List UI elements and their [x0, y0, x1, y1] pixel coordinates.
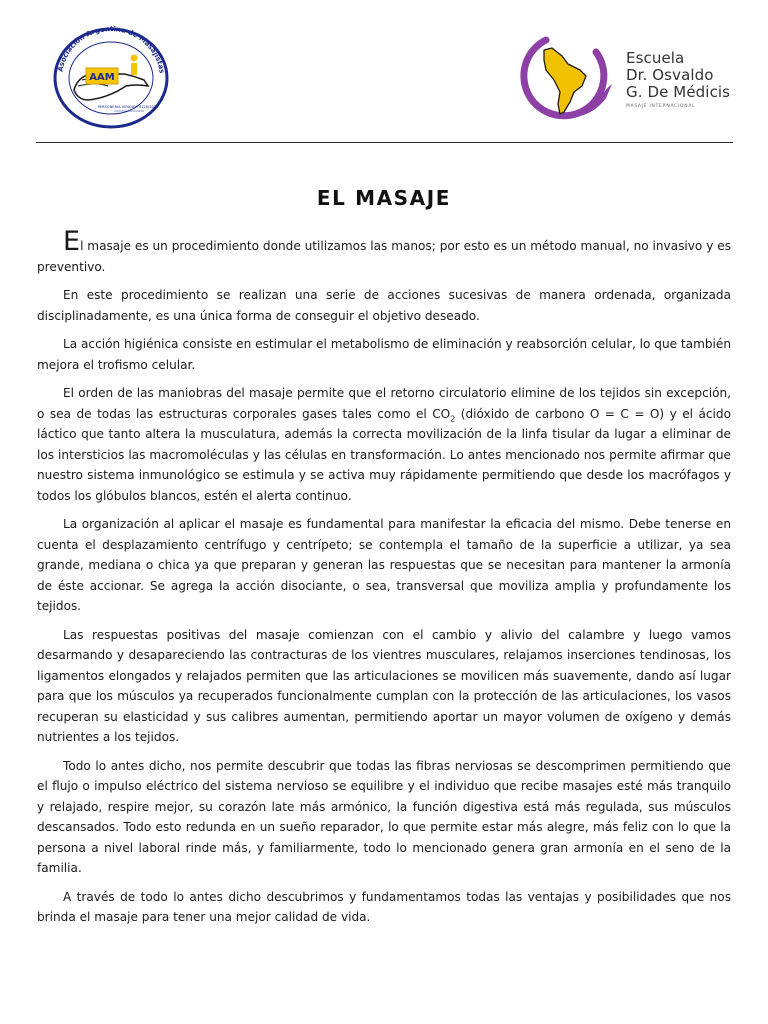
paragraph-2: En este procedimiento se realizan una serie de acciones sucesivas de manera ordenada, organizada disciplinadamente, es una única forma de conseguir el objetivo deseado.	[37, 288, 731, 323]
aam-initials: AAM	[89, 72, 115, 83]
paragraph-4-text-b: (dióxido de carbono O = C = O) y el ácido láctico que tanto altera la musculatura, además la correcta movilización de la linfa tisular da lugar a eliminar de los intersticios las macromoléculas y las células en transformación. Lo antes mencionado nos permite afirmar que nuestro sistema inmunológico se estimula y se activa muy rápidamente permitiendo que desde los macrófagos y todos los glóbulos blancos, estén el alerta continuo.	[37, 406, 731, 503]
paragraph-1	[37, 226, 731, 277]
paragraph-4	[37, 383, 731, 506]
svg-text:Asociación Argentina de Masaji	[56, 25, 165, 74]
paragraph-8: A través de todo lo antes dicho descubrimos y fundamentamos todas las ventajas y posibilidades que nos brinda el masaje para tener una mejor calidad de vida.	[37, 889, 731, 924]
paragraph-1-text: l masaje es un procedimiento donde utilizamos las manos; por esto es un método manual, no invasivo y es preventivo.	[37, 239, 731, 274]
paragraph-3: La acción higiénica consiste en estimular el metabolismo de eliminación y reabsorción celular, lo que también mejora el trofismo celular.	[37, 337, 731, 372]
school-line-1: Escuela	[626, 49, 685, 67]
co2-subscript: 2	[450, 413, 456, 423]
paragraph-5: La organización al aplicar el masaje es fundamental para manifestar la eficacia del mismo. Debe tenerse en cuenta el desplazamiento centrífugo y centrípeto; se contempla el tamaño de la superficie a utilizar, ya sea grande, mediana o chica ya que preparan y generan las respuestas que se necesitan para mantener la armonía de éste accionar. Se agrega la acción disociante, o sea, transversal que moviliza amplia y profundamente los tejidos.	[37, 517, 731, 613]
school-line-2: Dr. Osvaldo	[626, 66, 714, 84]
paragraph-7: Todo lo antes dicho, nos permite descubrir que todas las fibras nerviosas se descomprimen permitiendo que el flujo o impulso eléctrico del sistema nervioso se equilibre y el individuo que recibe masajes esté más tranquilo y relajado, respire mejor, su corazón late más armónico, la función digestiva está más regulada, sus músculos descansados. Todo esto redunda en un sueño reparador, lo que permite estar más alegre, más feliz con lo que la persona a nivel laboral rinde más, y familiarmente, todo lo mencionado genera gran armonía en el seno de la familia.	[37, 758, 731, 875]
aam-logo	[48, 16, 174, 130]
school-subtitle: MASAJE INTERNACIONAL	[626, 104, 696, 109]
school-name	[626, 50, 730, 109]
aam-arc-text: Asociación Argentina de Masajistas	[56, 25, 166, 74]
school-line-3: G. De Médicis	[626, 83, 731, 101]
document-body	[37, 226, 731, 936]
school-logo	[518, 30, 614, 124]
paragraph-4-text-a: El orden de las maniobras del masaje permite que el retorno circulatorio elimine de los tejidos sin excepción, o sea de todas las estructuras corporales gases tales como el CO	[37, 386, 731, 421]
page-header	[0, 0, 768, 145]
header-divider	[36, 142, 733, 143]
paragraph-6: Las respuestas positivas del masaje comienzan con el cambio y alivio del calambre y luego vamos desarmando y desapareciendo las contracturas de los vientres musculares, relajamos inserciones tendinosas, los ligamentos elongados y relajados permiten que las articulaciones se movilicen más suavemente, dando así lugar para que los músculos ya recuperados funcionalmente cumplan con la protección de las articulaciones, los vasos recuperan su elasticidad y sus calibres aumentan, permitiendo aportar un mayor volumen de oxígeno y demás nutrientes a los tejidos.	[37, 627, 731, 744]
drop-cap: E	[63, 226, 81, 257]
page-title: EL MASAJE	[316, 186, 452, 210]
aam-bottom-text: PERSONERIA JURIDICA 4128/2019	[97, 105, 159, 109]
